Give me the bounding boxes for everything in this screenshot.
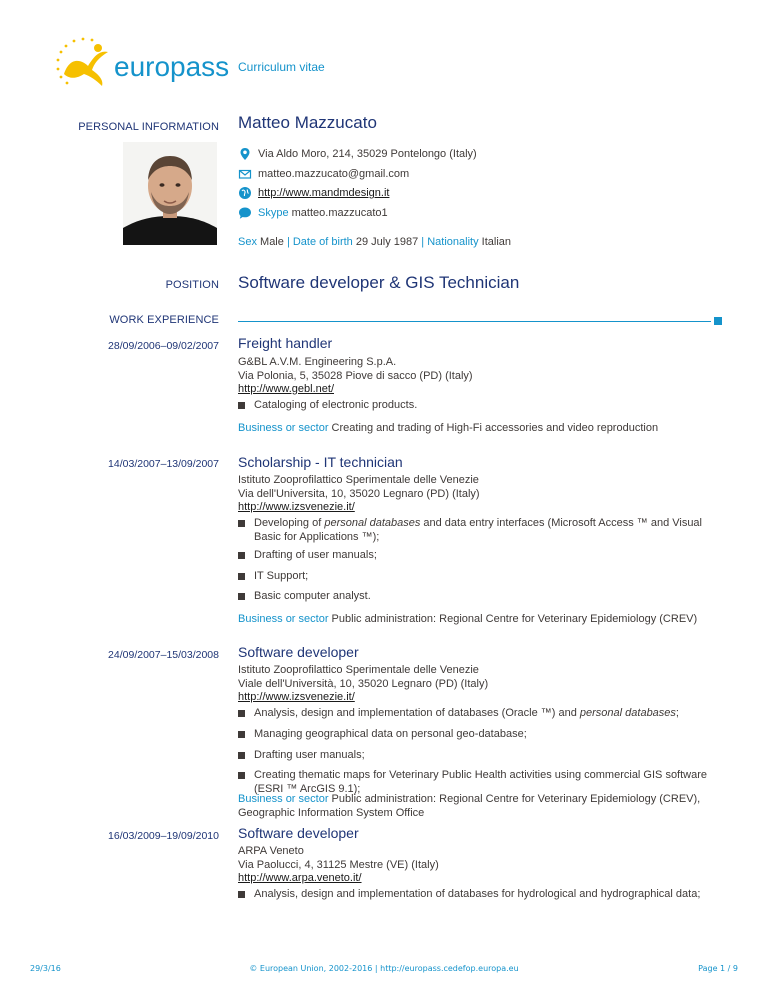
job-bullet: IT Support; — [238, 570, 718, 584]
section-divider — [238, 321, 711, 322]
footer-date: 29/3/16 — [30, 964, 61, 973]
svg-text:europass: europass — [114, 51, 230, 82]
dob-value: 29 July 1987 — [355, 236, 419, 248]
job-employer — [238, 356, 473, 397]
bullet-square-icon — [238, 731, 245, 738]
bullet-square-icon — [238, 891, 245, 898]
nationality-label: Nationality — [427, 236, 479, 248]
employer-name: ARPA Veneto — [238, 845, 304, 857]
personal-details — [238, 236, 511, 248]
job-bullet: Analysis, design and implementation of databases for hydrological and hydrographical data; — [238, 888, 718, 902]
job-dates: 24/09/2007–15/03/2008 — [108, 649, 219, 661]
employer-name: G&BL A.V.M. Engineering S.p.A. — [238, 356, 397, 368]
job-dates: 16/03/2009–19/09/2010 — [108, 830, 219, 842]
job-bullet: Basic computer analyst. — [238, 590, 718, 604]
skype-handle: matteo.mazzucato1 — [291, 207, 388, 219]
bullet-square-icon — [238, 593, 245, 600]
bullet-square-icon — [238, 752, 245, 759]
bullet-square-icon — [238, 520, 245, 527]
email-line — [238, 167, 409, 181]
sector-value: Public administration: Regional Centre for Veterinary Epidemiology (CREV) — [331, 613, 698, 625]
skype-label: Skype — [258, 207, 289, 219]
employer-address: Via Polonia, 5, 35028 Piove di sacco (PD) (Italy) — [238, 369, 473, 382]
website-icon — [238, 186, 252, 200]
employer-address: Viale dell'Università, 10, 35020 Legnaro (PD) (Italy) — [238, 677, 489, 690]
employer-url[interactable]: http://www.arpa.veneto.it/ — [238, 872, 362, 884]
address-line — [238, 147, 477, 161]
document-type-label: Curriculum vitae — [238, 60, 325, 74]
job-bullet: Drafting user manuals; — [238, 749, 718, 763]
page-number: Page 1 / 9 — [698, 964, 738, 973]
europass-logo — [52, 34, 252, 94]
job-title: Software developer — [238, 825, 359, 841]
website-link[interactable]: http://www.mandmdesign.it — [258, 187, 390, 199]
employer-name: Istituto Zooprofilattico Sperimentale delle Venezie — [238, 474, 479, 486]
email-text[interactable]: matteo.mazzucato@gmail.com — [258, 168, 410, 180]
separator: | — [286, 236, 290, 248]
employer-address: Via Paolucci, 4, 31125 Mestre (VE) (Italy) — [238, 858, 439, 871]
website-line — [238, 186, 389, 200]
sector-label: Business or sector — [238, 793, 329, 805]
personal-info-label: PERSONAL INFORMATION — [78, 121, 219, 133]
bullet-square-icon — [238, 573, 245, 580]
skype-icon — [238, 206, 252, 220]
sector-value: Public administration: Regional Centre for Veterinary Epidemiology (CREV), Geographic Information System Office — [238, 793, 701, 819]
email-icon — [238, 167, 252, 181]
job-title: Software developer — [238, 644, 359, 660]
job-sector — [238, 422, 718, 436]
skype-line — [238, 206, 388, 220]
job-bullet: Managing geographical data on personal geo-database; — [238, 728, 718, 742]
sector-label: Business or sector — [238, 613, 329, 625]
job-sector — [238, 793, 718, 820]
sex-value: Male — [260, 236, 284, 248]
bullet-square-icon — [238, 402, 245, 409]
separator: | — [421, 236, 425, 248]
sector-label: Business or sector — [238, 422, 329, 434]
job-title: Freight handler — [238, 335, 333, 351]
job-bullet: Developing of personal databases and data entry interfaces (Microsoft Access ™ and Visual Basic for Applications ™); — [238, 517, 718, 544]
employer-url[interactable]: http://www.izsvenezie.it/ — [238, 501, 355, 513]
job-bullet: Creating thematic maps for Veterinary Public Health activities using commercial GIS software (ESRI ™ ArcGIS 9.1); — [238, 769, 718, 796]
bullet-square-icon — [238, 772, 245, 779]
address-text: Via Aldo Moro, 214, 35029 Pontelongo (Italy) — [258, 148, 477, 160]
job-employer — [238, 664, 488, 705]
job-employer — [238, 474, 480, 515]
sex-label: Sex — [238, 236, 257, 248]
footer-copyright: © European Union, 2002-2016 | http://europass.cedefop.europa.eu — [249, 964, 519, 973]
location-icon — [238, 147, 252, 161]
section-marker — [714, 317, 722, 325]
job-title: Scholarship - IT technician — [238, 454, 403, 470]
employer-name: Istituto Zooprofilattico Sperimentale delle Venezie — [238, 664, 479, 676]
sector-value: Creating and trading of High-Fi accessories and video reproduction — [331, 422, 659, 434]
job-bullet: Drafting of user manuals; — [238, 549, 718, 563]
nationality-value: Italian — [481, 236, 511, 248]
job-bullet: Analysis, design and implementation of databases (Oracle ™) and personal databases; — [238, 707, 718, 721]
position-title: Software developer & GIS Technician — [238, 273, 520, 292]
job-dates: 28/09/2006–09/02/2007 — [108, 340, 219, 352]
work-experience-label: WORK EXPERIENCE — [109, 314, 219, 326]
profile-photo — [123, 142, 217, 245]
job-sector — [238, 613, 718, 627]
bullet-square-icon — [238, 552, 245, 559]
candidate-name: Matteo Mazzucato — [238, 113, 377, 132]
job-bullet: Cataloging of electronic products. — [238, 399, 718, 413]
employer-url[interactable]: http://www.izsvenezie.it/ — [238, 691, 355, 703]
employer-address: Via dell'Universita, 10, 35020 Legnaro (PD) (Italy) — [238, 487, 480, 500]
dob-label: Date of birth — [292, 236, 353, 248]
bullet-square-icon — [238, 710, 245, 717]
position-label: POSITION — [165, 279, 219, 291]
job-dates: 14/03/2007–13/09/2007 — [108, 458, 219, 470]
job-employer — [238, 845, 439, 886]
employer-url[interactable]: http://www.gebl.net/ — [238, 383, 334, 395]
